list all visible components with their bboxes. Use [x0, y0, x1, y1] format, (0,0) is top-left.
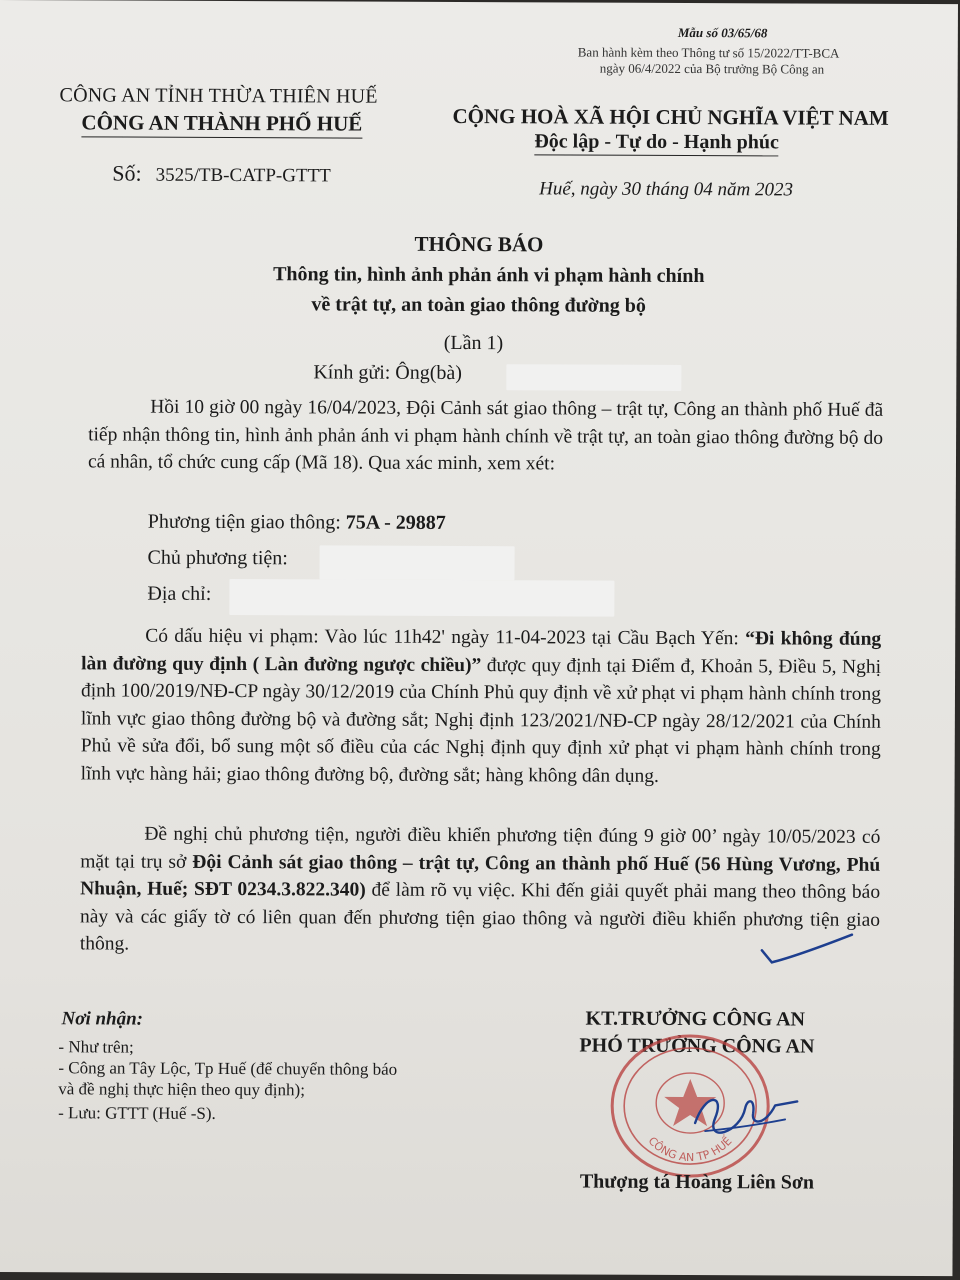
owner-label: Chủ phương tiện: [147, 546, 288, 570]
recipient-item: - Công an Tây Lộc, Tp Huế (để chuyển thông báo [58, 1058, 398, 1079]
redacted-addressee [506, 364, 681, 391]
request-intro: Đề nghị chủ phương tiện, người điều khiển phương tiện đúng 9 giờ 00’ ngày 10/05/2023 có mặt tại trụ sở [80, 823, 881, 873]
violation-intro: Có dấu hiệu vi phạm: Vào lúc 11h42' ngày 11-04-2023 tại Cầu Bạch Yến: [145, 625, 746, 650]
paragraph-intro: Hồi 10 giờ 00 ngày 16/04/2023, Đội Cảnh sát giao thông – trật tự, Công an thành phố Huế đã tiếp nhận thông tin, hình ảnh phản ánh vi phạm hành chính về trật tự, an toàn giao thông đường bộ do cá nhân, tổ chức cung cấp (Mã 18). Qua xác minh, xem xét: [87, 396, 884, 475]
vehicle-label: Phương tiện giao thông: [147, 510, 346, 534]
redacted-address [229, 579, 614, 617]
vehicle-field [148, 511, 446, 535]
handwritten-signature [685, 1083, 805, 1144]
document-number [112, 160, 331, 187]
document-title: THÔNG BÁO [414, 231, 544, 257]
circular-reference-line2: ngày 06/4/2022 của Bộ trưởng Bộ Công an [599, 60, 825, 77]
national-motto: Độc lập - Tự do - Hạnh phúc [534, 130, 779, 156]
notice-iteration: (Lần 1) [443, 331, 504, 355]
request-office: Đội Cảnh sát giao thông – trật tự, Công an thành phố Huế (56 Hùng Vương, Phú Nhuận, Huế; SĐT 0234.3.822.340) [80, 851, 881, 901]
national-title: CỘNG HOÀ XÃ HỘI CHỦ NGHĨA VIỆT NAM [452, 103, 889, 130]
date-line: Huế, ngày 30 tháng 04 năm 2023 [539, 178, 794, 201]
recipients-heading: Nơi nhận: [61, 1008, 144, 1030]
signatory-title-line2: PHÓ TRƯỞNG CÔNG AN [579, 1034, 815, 1058]
vehicle-plate: 75A - 29887 [345, 511, 446, 534]
circular-reference-line1: Ban hành kèm theo Thông tư số 15/2022/TT-BCA [577, 44, 840, 61]
request-rest: để làm rõ vụ việc. Khi đến giải quyết phải mang theo thông báo này và các giấy tờ có liên quan đến phương tiện giao thông và người điều khiển phương tiện giao thông. [79, 879, 881, 955]
agency-name-city: CÔNG AN THÀNH PHỐ HUẾ [81, 110, 362, 138]
seal-text: CÔNG AN TP HUẾ [645, 1134, 735, 1165]
paragraph-violation [81, 622, 882, 790]
recipient-item: và đề nghị thực hiện theo quy định); [58, 1079, 305, 1100]
recipient-item: - Lưu: GTTT (Huế -S). [58, 1103, 216, 1123]
addressee-label: Kính gửi: Ông(bà) [313, 361, 463, 385]
document-number-label: Số: [112, 160, 142, 186]
document-number-value: 3525/TB-CATP-GTTT [155, 164, 331, 187]
document-subtitle-line2: về trật tự, an toàn giao thông đường bộ [311, 293, 647, 317]
violation-legal-basis: được quy định tại Điểm đ, Khoản 5, Điều 5, Nghị định 100/2019/NĐ-CP ngày 30/12/2019 của Chính Phủ quy định về xử phạt vi phạm hành chính trong lĩnh vực giao thông đường bộ và đường sắt; Nghị định 123/2021/NĐ-CP ngày 28/12/2021 của Chính Phủ về sửa đổi, bổ sung một số điều của các Nghị định quy định xử phạt vi phạm hành chính trong lĩnh vực hàng hải; giao thông đường bộ, đường sắt; hàng không dân dụng. [80, 654, 882, 787]
address-label: Địa chỉ: [147, 582, 212, 605]
document-subtitle-line1: Thông tin, hình ảnh phản ánh vi phạm hành chính [273, 263, 705, 288]
signatory-title-line1: KT.TRƯỞNG CÔNG AN [585, 1007, 806, 1031]
handwritten-tick-mark [756, 928, 856, 968]
recipient-item: - Như trên; [58, 1037, 134, 1057]
signer-name: Thượng tá Hoàng Liên Sơn [579, 1170, 815, 1194]
redacted-owner [319, 545, 514, 580]
form-code: Mẫu số 03/65/68 [677, 24, 768, 41]
violation-name: “Đi không đúng làn đường quy định ( Làn đường ngược chiều)” [81, 628, 882, 676]
agency-name-provincial: CÔNG AN TỈNH THỪA THIÊN HUẾ [59, 84, 378, 108]
